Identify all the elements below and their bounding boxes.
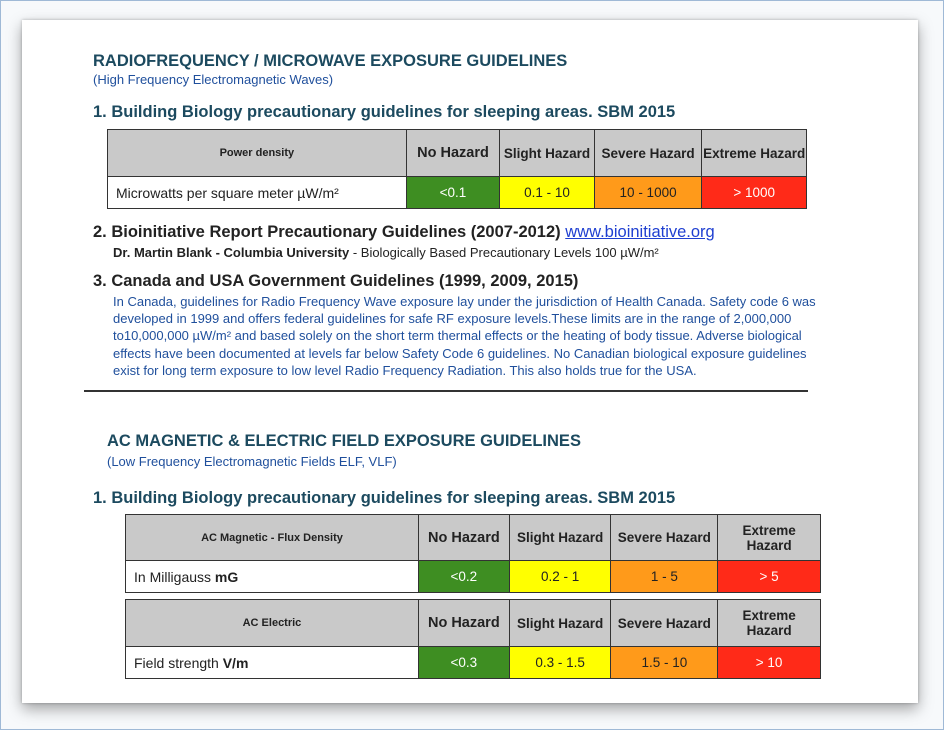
rf-header-severe-hazard: Severe Hazard bbox=[594, 130, 702, 177]
rf-item2-title bbox=[93, 223, 715, 242]
rf-item2-detail bbox=[113, 245, 659, 260]
mag-row-label bbox=[126, 561, 419, 593]
mag-header-severe-hazard: Severe Hazard bbox=[611, 515, 718, 561]
rf-section-title: RADIOFREQUENCY / MICROWAVE EXPOSURE GUIDELINES bbox=[93, 52, 568, 70]
ac-magnetic-table bbox=[125, 514, 821, 593]
mag-header-flux-density: AC Magnetic - Flux Density bbox=[126, 515, 419, 561]
rf-item3-paragraph: In Canada, guidelines for Radio Frequency Wave exposure lay under the jurisdiction of Health Canada. Safety code 6 was developed in 1999 and offers federal guidelines for safe RF exposure levels.These limits are in the range of 2,000,000 to10,000,000 µW/m² and based solely on the short term thermal effects or the heating of body tissue. Adverse biological effects have been documented at levels far below Safety Code 6 guidelines. No Canadian biological exposure guidelines exist for long term exposure to low level Radio Frequency Radiation. This also holds true for the USA. bbox=[113, 294, 816, 378]
rf-header-slight-hazard: Slight Hazard bbox=[500, 130, 595, 177]
elec-value-extreme: > 10 bbox=[718, 647, 821, 679]
section-divider bbox=[84, 390, 808, 392]
mag-header-extreme-hazard: Extreme Hazard bbox=[718, 515, 821, 561]
elec-value-severe: 1.5 - 10 bbox=[611, 647, 718, 679]
rf-item2-title-text: 2. Bioinitiative Report Precautionary Guidelines (2007-2012) bbox=[93, 223, 561, 241]
elec-header-severe-hazard: Severe Hazard bbox=[611, 600, 718, 647]
rf-row-label: Microwatts per square meter µW/m² bbox=[108, 177, 407, 209]
mag-value-slight: 0.2 - 1 bbox=[509, 561, 611, 593]
rf-item1-title: 1. Building Biology precautionary guidelines for sleeping areas. SBM 2015 bbox=[93, 103, 676, 121]
rf-header-extreme-hazard: Extreme Hazard bbox=[702, 130, 807, 177]
elec-header-ac-electric: AC Electric bbox=[126, 600, 419, 647]
rf-header-no-hazard: No Hazard bbox=[406, 130, 500, 177]
ac-section-title: AC MAGNETIC & ELECTRIC FIELD EXPOSURE GUIDELINES bbox=[107, 432, 581, 450]
rf-item2-desc: - Biologically Based Precautionary Levels 100 µW/m² bbox=[349, 245, 659, 260]
elec-header-extreme-hazard: Extreme Hazard bbox=[718, 600, 821, 647]
rf-section-subtitle: (High Frequency Electromagnetic Waves) bbox=[93, 72, 334, 87]
rf-item3-title: 3. Canada and USA Government Guidelines (1999, 2009, 2015) bbox=[93, 272, 579, 290]
mag-header-no-hazard: No Hazard bbox=[418, 515, 509, 561]
mag-row-unit: mG bbox=[214, 568, 239, 585]
elec-row-unit: V/m bbox=[222, 654, 249, 671]
mag-row-label-text: In Milligauss bbox=[134, 568, 215, 585]
rf-value-slight: 0.1 - 10 bbox=[500, 177, 595, 209]
rf-header-power-density: Power density bbox=[108, 130, 407, 177]
mag-header-slight-hazard: Slight Hazard bbox=[509, 515, 611, 561]
rf-value-extreme: > 1000 bbox=[702, 177, 807, 209]
rf-guideline-table bbox=[107, 129, 807, 209]
mag-value-extreme: > 5 bbox=[718, 561, 821, 593]
elec-header-slight-hazard: Slight Hazard bbox=[509, 600, 611, 647]
ac-section-subtitle: (Low Frequency Electromagnetic Fields ELF, VLF) bbox=[107, 454, 397, 469]
bioinitiative-link[interactable]: www.bioinitiative.org bbox=[565, 223, 715, 241]
rf-value-severe: 10 - 1000 bbox=[594, 177, 702, 209]
mag-value-no-hazard: <0.2 bbox=[418, 561, 509, 593]
rf-value-no-hazard: <0.1 bbox=[406, 177, 500, 209]
elec-value-slight: 0.3 - 1.5 bbox=[509, 647, 611, 679]
elec-value-no-hazard: <0.3 bbox=[418, 647, 509, 679]
mag-value-severe: 1 - 5 bbox=[611, 561, 718, 593]
elec-row-label-text: Field strength bbox=[134, 654, 223, 671]
rf-item2-author: Dr. Martin Blank - Columbia University bbox=[113, 245, 350, 260]
elec-row-label bbox=[126, 647, 419, 679]
ac-item1-title: 1. Building Biology precautionary guidelines for sleeping areas. SBM 2015 bbox=[93, 489, 676, 507]
ac-electric-table bbox=[125, 599, 821, 679]
elec-header-no-hazard: No Hazard bbox=[418, 600, 509, 647]
